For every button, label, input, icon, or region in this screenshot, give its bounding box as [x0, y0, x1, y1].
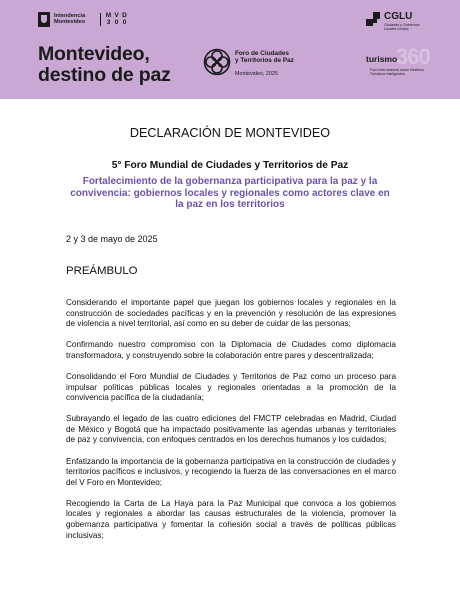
forum-heading: 5° Foro Mundial de Ciudades y Territorios de Paz: [111, 160, 349, 171]
paragraph: Considerando el importante papel que juegan los gobiernos locales y regionales en la construcción de sociedades pacíficas y en la prevención y resolución de las expresiones de violencia a nivel territorial, así como en su deber de cuidar de las personas;: [66, 298, 396, 329]
mvd-letter: 0: [114, 18, 119, 26]
document-date: 2 y 3 de mayo de 2025: [66, 234, 158, 244]
declaration-title: DECLARACIÓN DE MONTEVIDEO: [129, 126, 331, 140]
cglu-mark-icon: [366, 12, 380, 26]
paragraph: Confirmando nuestro compromiso con la Diplomacia de Ciudades como diplomacia transformadora, y construyendo sobre la colaboración entre pares y descentralizada;: [66, 340, 396, 360]
cglu-logo: [366, 12, 430, 31]
turismo-label: turismo: [366, 54, 398, 64]
preamble-heading: PREÁMBULO: [66, 265, 138, 277]
turismo-360-number: 360: [396, 44, 430, 69]
banner-title: [38, 44, 171, 86]
mvd300-logo: [100, 13, 128, 26]
foro-line2: y Territorios de Paz: [235, 57, 294, 64]
cglu-fullname: Ciudades y Gobiernos Locales Unidos: [384, 23, 420, 31]
turismo-subtitle: Foro Internacional sobre Destinos Turísticos Inteligentes: [370, 68, 424, 77]
banner-title-line1: Montevideo,: [38, 43, 150, 65]
intendencia-logo: [38, 11, 128, 27]
preamble-body: [66, 298, 396, 552]
foro-line1: Foro de Ciudades: [235, 50, 289, 57]
paragraph: Recogiendo la Carta de La Haya para la Paz Municipal que convoca a los gobiernos locales y regionales a abordar las causas estructurales de la violencia, promover la gobernanza participativa y fomentar la cohesión social a través de políticas públicas inclusivas;: [66, 498, 396, 540]
mvd-letter: M: [105, 11, 112, 19]
document-subtitle: Fortalecimiento de la gobernanza participativa para la paz y la convivencia: gobiernos locales y regionales como actores clave en la paz en los territorios: [70, 176, 390, 210]
flower-icon: [203, 48, 231, 76]
intendencia-name: Intendencia Montevideo: [54, 13, 86, 25]
paragraph: Enfatizando la importancia de la gobernanza participativa en la construcción de ciudades y territorios pacíficos e inclusivos, y recogiendo la fuerza de las conversaciones en el marco del V Foro en Montevideo;: [66, 456, 396, 487]
header-band: [0, 0, 460, 99]
mvd-letter: D: [122, 11, 127, 19]
banner-title-line2: destino de paz: [38, 64, 171, 86]
paragraph: Consolidando el Foro Mundial de Ciudades y Territorios de Paz como un proceso para impulsar políticas públicas locales y regionales orientadas a la promoción de la convivencia pacífica de la ciudadanía;: [66, 371, 396, 403]
cglu-name: CGLU: [384, 11, 413, 22]
mvd-letter: V: [114, 11, 119, 19]
foro-logo-text: [235, 50, 294, 64]
mvd-letter: 3: [106, 18, 111, 26]
mvd-letter: 0: [122, 18, 127, 26]
foro-location: Montevideo, 2025: [235, 71, 278, 77]
shield-icon: [38, 12, 50, 27]
paragraph: Subrayando el legado de las cuatro ediciones del FMCTP celebradas en Madrid, Ciudad de México y Bogotá que ha impactado positivamente las agendas urbanas y territoriales de paz y convivencia, con enfoques centrados en los derechos humanos y los cuidados;: [66, 414, 396, 445]
